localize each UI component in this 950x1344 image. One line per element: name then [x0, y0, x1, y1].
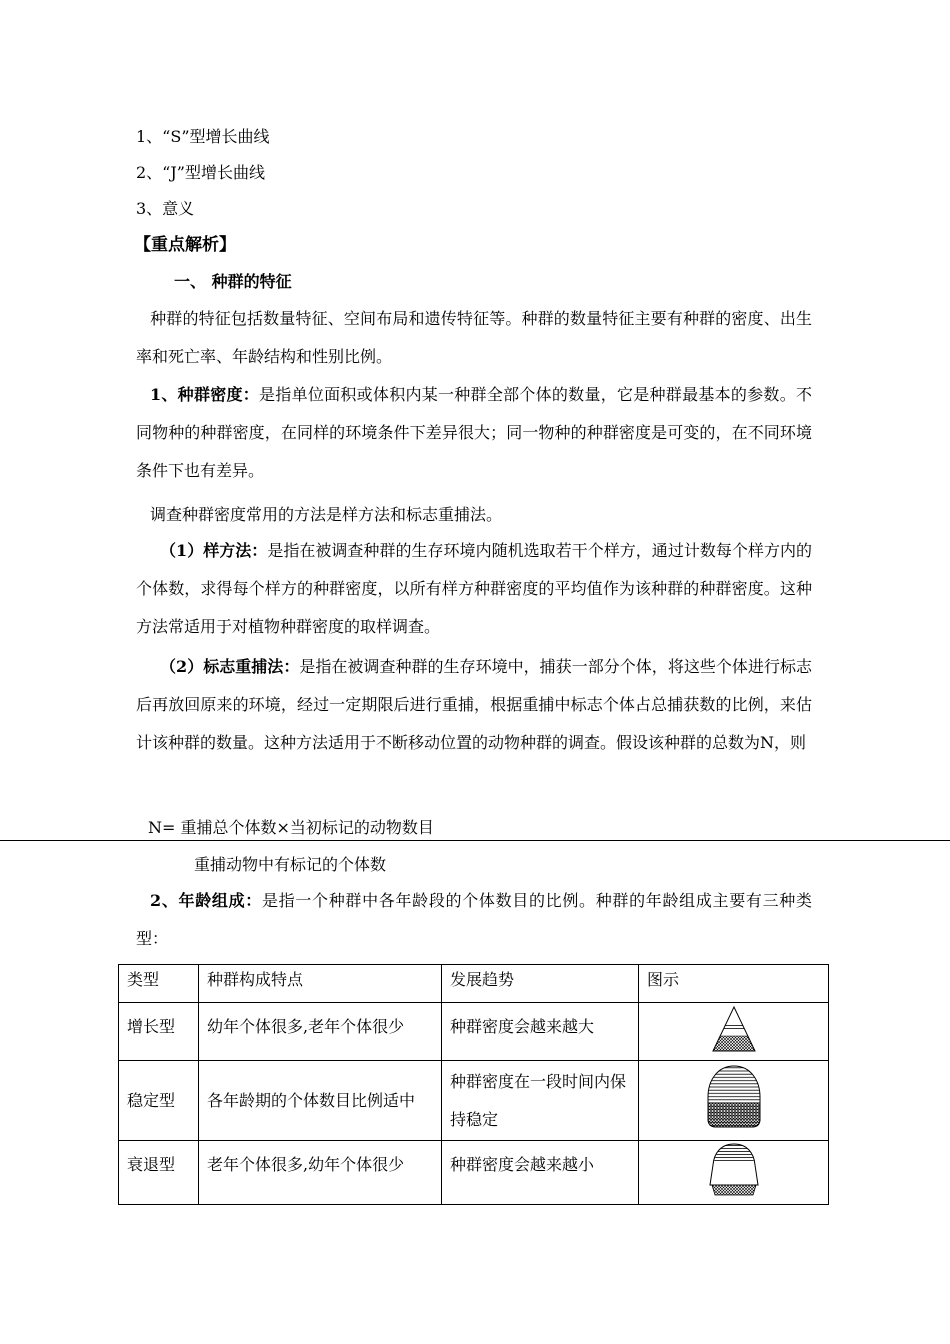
- mark-recapture-label: （2）标志重捕法：: [160, 657, 300, 676]
- quadrat-label: （1）样方法：: [160, 541, 268, 560]
- intro-paragraph: [136, 300, 812, 376]
- sub-heading: 一、 种群的特征: [174, 272, 292, 291]
- mark-recapture-paragraph: [136, 648, 812, 762]
- row-trend: 种群密度会越来越大: [442, 1003, 639, 1061]
- section-heading: 【重点解析】: [134, 235, 236, 255]
- methods-intro-text: 调查种群密度常用的方法是样方法和标志重捕法。: [150, 505, 503, 524]
- row-type: 稳定型: [119, 1061, 199, 1141]
- list-item-j-curve: 2、“J”型增长曲线: [136, 163, 265, 182]
- age-paragraph: [136, 882, 812, 958]
- row-feature: 幼年个体很多,老年个体很少: [199, 1003, 442, 1061]
- decline-pyramid-icon: [639, 1141, 829, 1205]
- density-paragraph: [136, 376, 812, 490]
- row-feature: 各年龄期的个体数目比例适中: [199, 1061, 442, 1141]
- table-row: [119, 1061, 829, 1141]
- formula-denominator: 重捕动物中有标记的个体数: [194, 855, 387, 874]
- methods-intro: [136, 496, 812, 534]
- quadrat-text: 是指在被调查种群的生存环境内随机选取若干个样方，通过计数每个样方内的个体数，求得每个样方的种群密度，以所有样方种群密度的平均值作为该种群的种群密度。这种方法常适用于对植物种群密度的取样调查。: [136, 541, 812, 636]
- formula-numerator: N= 重捕总个体数×当初标记的动物数目: [148, 818, 434, 837]
- age-label: 2、年龄组成：: [150, 891, 262, 910]
- table-row: [119, 1003, 829, 1061]
- table-header-row: [119, 965, 829, 1003]
- list-item-s-curve: 1、“S”型增长曲线: [136, 127, 270, 146]
- age-structure-table: [118, 964, 829, 1205]
- header-diagram: 图示: [639, 965, 829, 1003]
- density-label: 1、种群密度：: [150, 385, 260, 404]
- row-type: 衰退型: [119, 1141, 199, 1205]
- row-type: 增长型: [119, 1003, 199, 1061]
- stable-pyramid-icon: [639, 1061, 829, 1141]
- row-trend: 种群密度在一段时间内保持稳定: [442, 1061, 639, 1141]
- growth-pyramid-icon: [639, 1003, 829, 1061]
- table-row: [119, 1141, 829, 1205]
- header-trend: 发展趋势: [442, 965, 639, 1003]
- header-type: 类型: [119, 965, 199, 1003]
- quadrat-paragraph: [136, 532, 812, 646]
- intro-text: 种群的特征包括数量特征、空间布局和遗传特征等。种群的数量特征主要有种群的密度、出生率和死亡率、年龄结构和性别比例。: [136, 309, 812, 366]
- density-text: 是指单位面积或体积内某一种群全部个体的数量，它是种群最基本的参数。不同物种的种群密度，在同样的环境条件下差异很大；同一物种的种群密度是可变的，在不同环境条件下也有差异。: [136, 385, 812, 480]
- row-feature: 老年个体很多,幼年个体很少: [199, 1141, 442, 1205]
- list-item-meaning: 3、意义: [136, 199, 195, 218]
- header-feature: 种群构成特点: [199, 965, 442, 1003]
- formula-fraction-line: [0, 840, 950, 841]
- row-trend: 种群密度会越来越小: [442, 1141, 639, 1205]
- age-text: 是指一个种群中各年龄段的个体数目的比例。种群的年龄组成主要有三种类型：: [136, 891, 812, 948]
- mark-recapture-text: 是指在被调查种群的生存环境中，捕获一部分个体，将这些个体进行标志后再放回原来的环境，经过一定期限后进行重捕，根据重捕中标志个体占总捕获数的比例，来估计该种群的数量。这种方法适用于不断移动位置的动物种群的调查。假设该种群的总数为N，则: [136, 657, 812, 752]
